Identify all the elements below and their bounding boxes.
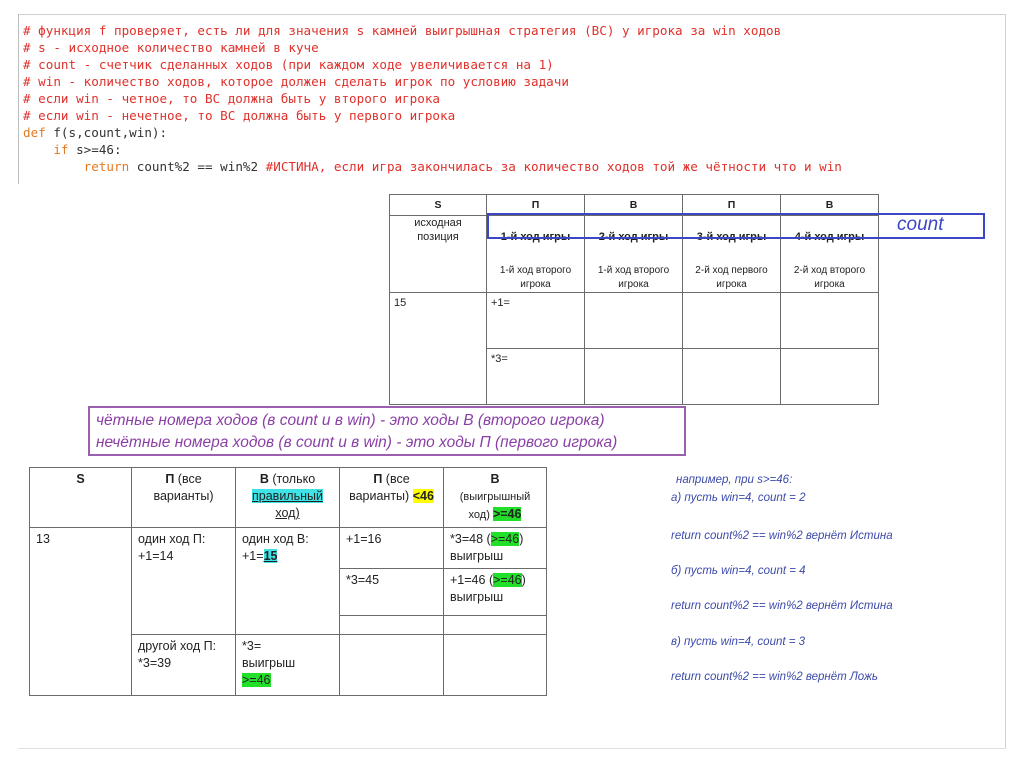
strategy-b-move-b: *3= выигрыш >=46 (236, 635, 340, 696)
strategy-s-value: 13 (30, 528, 132, 696)
frame-top-border (18, 14, 1005, 15)
example-a-return: return count%2 == win%2 вернёт Истина (671, 530, 893, 542)
strategy-p2-plus: +1=16 (340, 528, 444, 569)
s-value-cell: 15 (390, 293, 487, 405)
parity-note-line-1: чётные номера ходов (в count и в win) - это ходы В (второго игрока) (96, 412, 605, 429)
header-p-2: П (683, 195, 781, 216)
empty-cell (781, 349, 879, 405)
strategy-table (29, 467, 547, 696)
parity-note-line-2: нечётные номера ходов (в count и в win) - это ходы П (первого игрока) (96, 434, 618, 451)
frame-bottom-border (18, 748, 1006, 749)
example-b-return: return count%2 == win%2 вернёт Истина (671, 600, 893, 612)
move-2-cell: 2-й ход игры 1-й ход второго игрока (585, 216, 683, 293)
strategy-p-move-a: один ход П: +1=14 (132, 528, 236, 635)
times-three-cell: *3= (487, 349, 585, 405)
code-return-expression: count%2 == win%2 (129, 159, 266, 174)
empty-cell (585, 293, 683, 349)
move-4-cell: 4-й ход игры 2-й ход второго игрока (781, 216, 879, 293)
strategy-b-move-a: один ход В: +1=15 (236, 528, 340, 635)
code-comment-5: # если win - четное, то ВС должна быть у второго игрока (23, 91, 441, 106)
frame-left-border (18, 14, 19, 184)
code-def-keyword: def (23, 125, 46, 140)
strategy-b2-win-b: +1=46 (>=46) выигрыш (444, 569, 547, 616)
code-return-comment: #ИСТИНА, если игра закончилась за количество ходов той же чётности что и win (265, 159, 842, 174)
example-c-return: return count%2 == win%2 вернёт Ложь (671, 671, 878, 683)
empty-cell (683, 293, 781, 349)
code-if-condition: s>=46: (68, 142, 122, 157)
code-def-signature: f(s,count,win): (45, 125, 168, 140)
strategy-header-b-right: В (только правильный ход) (236, 468, 340, 528)
s-subheader: исходная позиция (390, 216, 487, 293)
strategy-header-s: S (30, 468, 132, 528)
empty-cell (340, 616, 444, 635)
code-block (23, 22, 842, 175)
example-b: б) пусть win=4, count = 4 (671, 565, 806, 577)
empty-cell (444, 616, 547, 635)
strategy-b2-win-a: *3=48 (>=46) выигрыш (444, 528, 547, 569)
code-if-keyword: if (53, 142, 69, 157)
strategy-p2-times: *3=45 (340, 569, 444, 616)
header-p-1: П (487, 195, 585, 216)
s-header: S (390, 195, 487, 216)
code-comment-3: # count - счетчик сделанных ходов (при каждом ходе увеличивается на 1) (23, 57, 554, 72)
strategy-header-p-all: П (все варианты) (132, 468, 236, 528)
move-1-cell: 1-й ход игры 1-й ход второго игрока (487, 216, 585, 293)
empty-cell (444, 635, 547, 696)
header-b-2: В (781, 195, 879, 216)
strategy-header-p-under: П (все варианты) <46 (340, 468, 444, 528)
example-head: например, при s>=46: (676, 474, 793, 486)
code-return-keyword: return (83, 159, 130, 174)
code-comment-2: # s - исходное количество камней в куче (23, 40, 319, 55)
code-comment-4: # win - количество ходов, которое должен сделать игрок по условию задачи (23, 74, 569, 89)
code-comment-1: # функция f проверяет, есть ли для значения s камней выигрышная стратегия (ВС) у игрока за win ходов (23, 23, 782, 38)
move-3-cell: 3-й ход игры 2-й ход первого игрока (683, 216, 781, 293)
header-b-1: В (585, 195, 683, 216)
code-comment-6: # если win - нечетное, то ВС должна быть у первого игрока (23, 108, 456, 123)
example-a: а) пусть win=4, count = 2 (671, 492, 806, 504)
empty-cell (585, 349, 683, 405)
empty-cell (340, 635, 444, 696)
example-c: в) пусть win=4, count = 3 (671, 636, 806, 648)
frame-right-border (1005, 14, 1006, 749)
parity-note-box (88, 406, 686, 456)
empty-cell (781, 293, 879, 349)
empty-cell (683, 349, 781, 405)
count-label: count (897, 214, 944, 235)
strategy-p-move-b: другой ход П: *3=39 (132, 635, 236, 696)
strategy-header-b-win: В (выигрышный ход) >=46 (444, 468, 547, 528)
plus-one-cell: +1= (487, 293, 585, 349)
